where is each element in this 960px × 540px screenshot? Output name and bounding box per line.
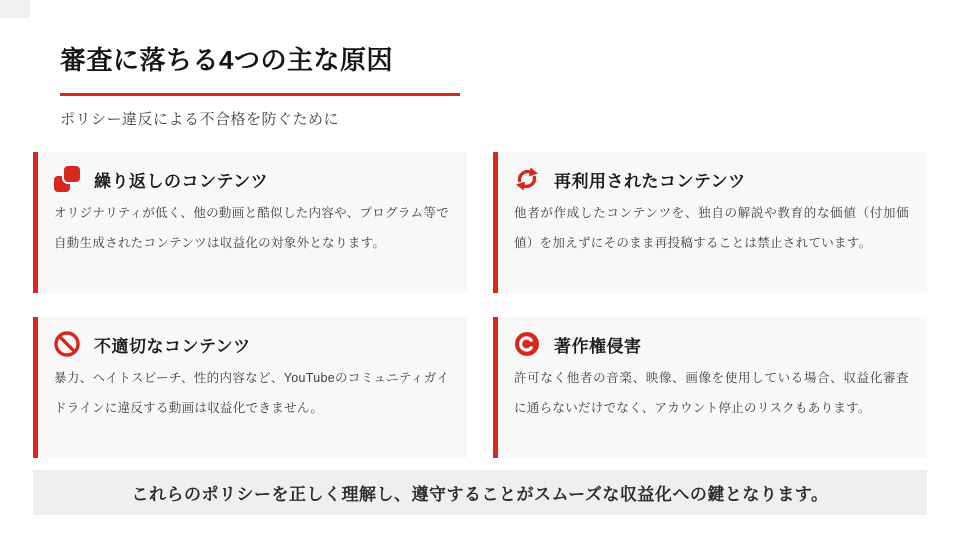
card-title: 繰り返しのコンテンツ bbox=[94, 171, 269, 191]
card-body: オリジナリティが低く、他の動画と酷似した内容や、プログラム等で自動生成されたコンテンツは収益化の対象外となります。 bbox=[54, 206, 449, 250]
card-body: 他者が作成したコンテンツを、独自の解説や教育的な価値（付加価値）を加えずにそのまま再投稿することは禁止されています。 bbox=[514, 206, 909, 250]
page-title: 審査に落ちる4つの主な原因 bbox=[60, 45, 393, 75]
footer-text: これらのポリシーを正しく理解し、遵守することがスムーズな収益化への鍵となります。 bbox=[131, 485, 829, 504]
corner-decoration bbox=[0, 0, 30, 18]
card-header bbox=[514, 331, 909, 357]
card-inappropriate-content bbox=[33, 317, 467, 458]
card-repeated-content bbox=[33, 152, 467, 293]
card-title: 不適切なコンテンツ bbox=[94, 336, 251, 356]
footer-banner bbox=[33, 470, 927, 515]
prohibited-icon bbox=[54, 331, 80, 357]
copyright-icon bbox=[514, 331, 540, 357]
card-copyright-infringement bbox=[493, 317, 927, 458]
card-header bbox=[54, 166, 449, 192]
cards-grid bbox=[33, 152, 927, 458]
card-body: 許可なく他者の音楽、映像、画像を使用している場合、収益化審査に通らないだけでなく、アカウント停止のリスクもあります。 bbox=[514, 371, 909, 415]
card-title: 再利用されたコンテンツ bbox=[554, 171, 746, 191]
title-divider bbox=[60, 93, 460, 96]
card-title: 著作権侵害 bbox=[554, 336, 642, 356]
card-body: 暴力、ヘイトスピーチ、性的内容など、YouTubeのコミュニティガイドラインに違反する動画は収益化できません。 bbox=[54, 371, 449, 415]
card-header bbox=[54, 331, 449, 357]
copy-icon bbox=[54, 166, 80, 192]
recycle-icon bbox=[514, 166, 540, 192]
card-header bbox=[514, 166, 909, 192]
card-reused-content bbox=[493, 152, 927, 293]
page-subtitle: ポリシー違反による不合格を防ぐために bbox=[60, 111, 340, 128]
